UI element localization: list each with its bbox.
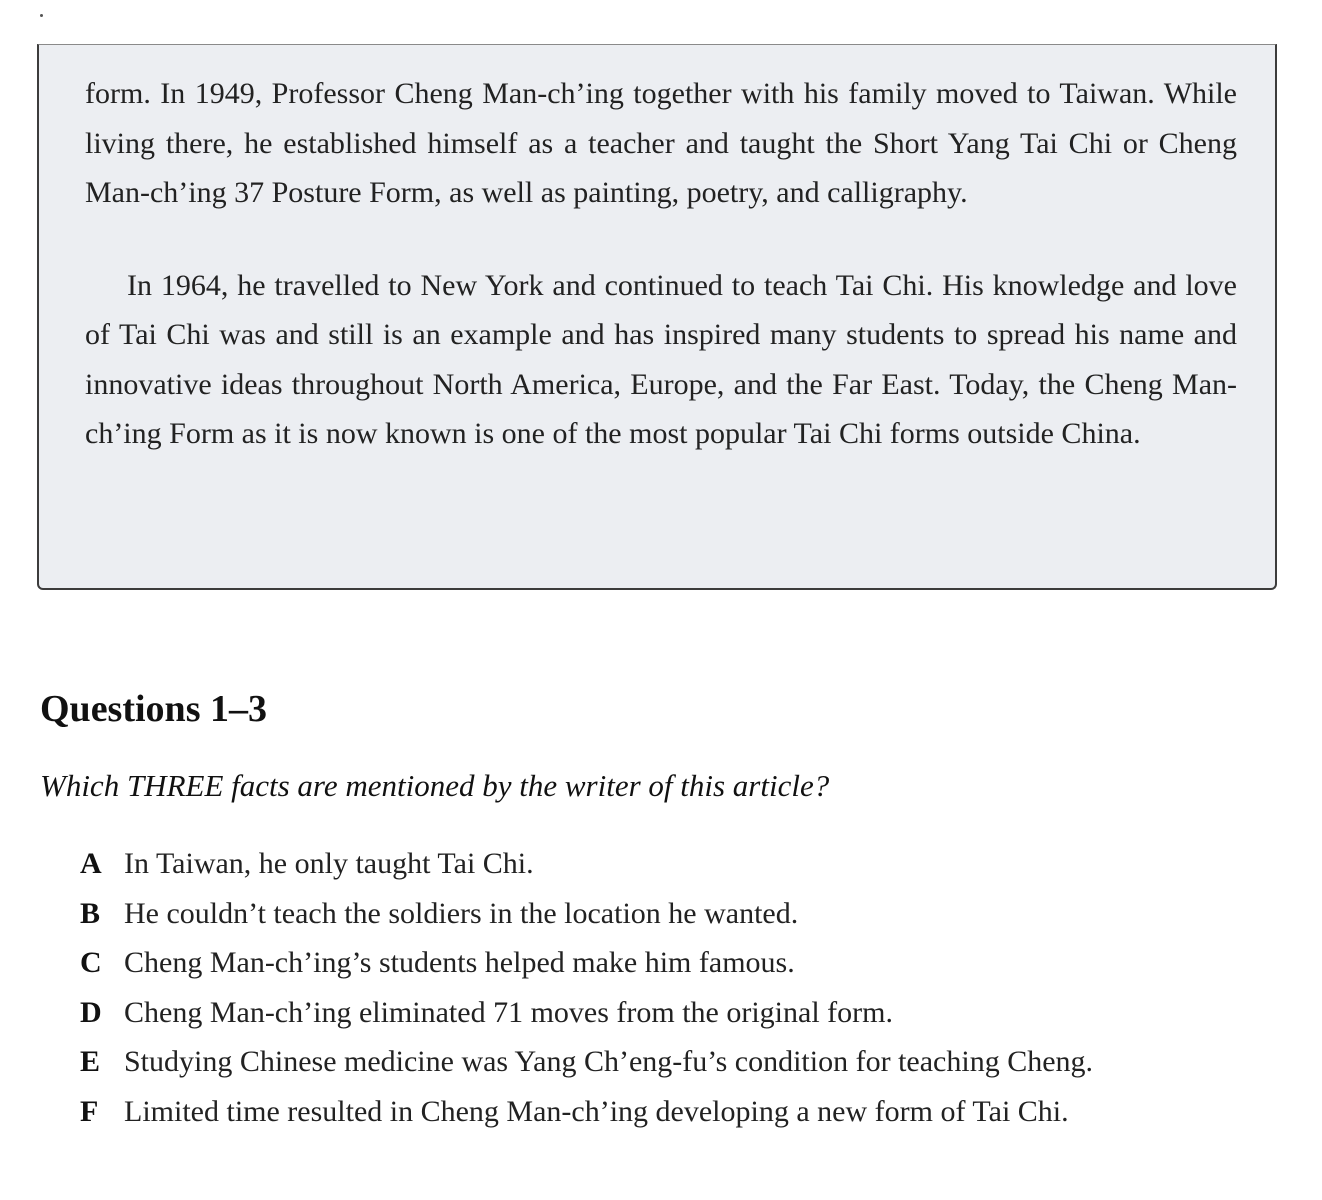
questions-heading: Questions 1–3 <box>40 688 267 730</box>
option-text: In Taiwan, he only taught Tai Chi. <box>124 847 534 880</box>
option-letter: E <box>80 1045 101 1078</box>
article-passage-box <box>37 44 1277 590</box>
option-text: Cheng Man-ch’ing eliminated 71 moves from the original form. <box>124 995 893 1029</box>
passage-paragraph-2: In 1964, he travelled to New York and continued to teach Tai Chi. His knowledge and love of Tai Chi was and still is an example and has inspired many students to spread his name and innovative ideas throughout North America, Europe, and the Far East. Today, the Cheng Man-ch’ing Form as it is now known is one of the most popular Tai Chi forms outside China. <box>85 268 1237 450</box>
passage-paragraph-1: form. In 1949, Professor Cheng Man-ch’ing together with his family moved to Taiwan. While living there, he established himself as a teacher and taught the Short Yang Tai Chi or Cheng Man-ch’ing 37 Posture Form, as well as painting, poetry, and calligraphy. <box>85 77 1237 209</box>
option-letter: A <box>80 847 102 880</box>
answer-options-list <box>80 844 1093 1141</box>
option-letter: D <box>80 995 102 1029</box>
answer-option-a <box>80 844 1093 894</box>
option-text: Limited time resulted in Cheng Man-ch’ing developing a new form of Tai Chi. <box>124 1094 1069 1128</box>
article-passage-text <box>85 69 1237 459</box>
option-text: Cheng Man-ch’ing’s students helped make him famous. <box>124 946 795 979</box>
answer-option-e <box>80 1042 1093 1092</box>
option-letter: C <box>80 946 102 979</box>
questions-instruction: Which THREE facts are mentioned by the writer of this article? <box>40 768 830 803</box>
answer-option-d <box>80 993 1093 1043</box>
answer-option-b <box>80 894 1093 944</box>
option-letter: F <box>80 1094 99 1128</box>
answer-option-c <box>80 943 1093 993</box>
option-letter: B <box>80 896 101 930</box>
option-text: He couldn’t teach the soldiers in the location he wanted. <box>124 896 799 930</box>
scan-speck <box>40 14 43 17</box>
answer-option-f <box>80 1092 1093 1142</box>
option-text: Studying Chinese medicine was Yang Ch’eng-fu’s condition for teaching Cheng. <box>124 1045 1094 1078</box>
